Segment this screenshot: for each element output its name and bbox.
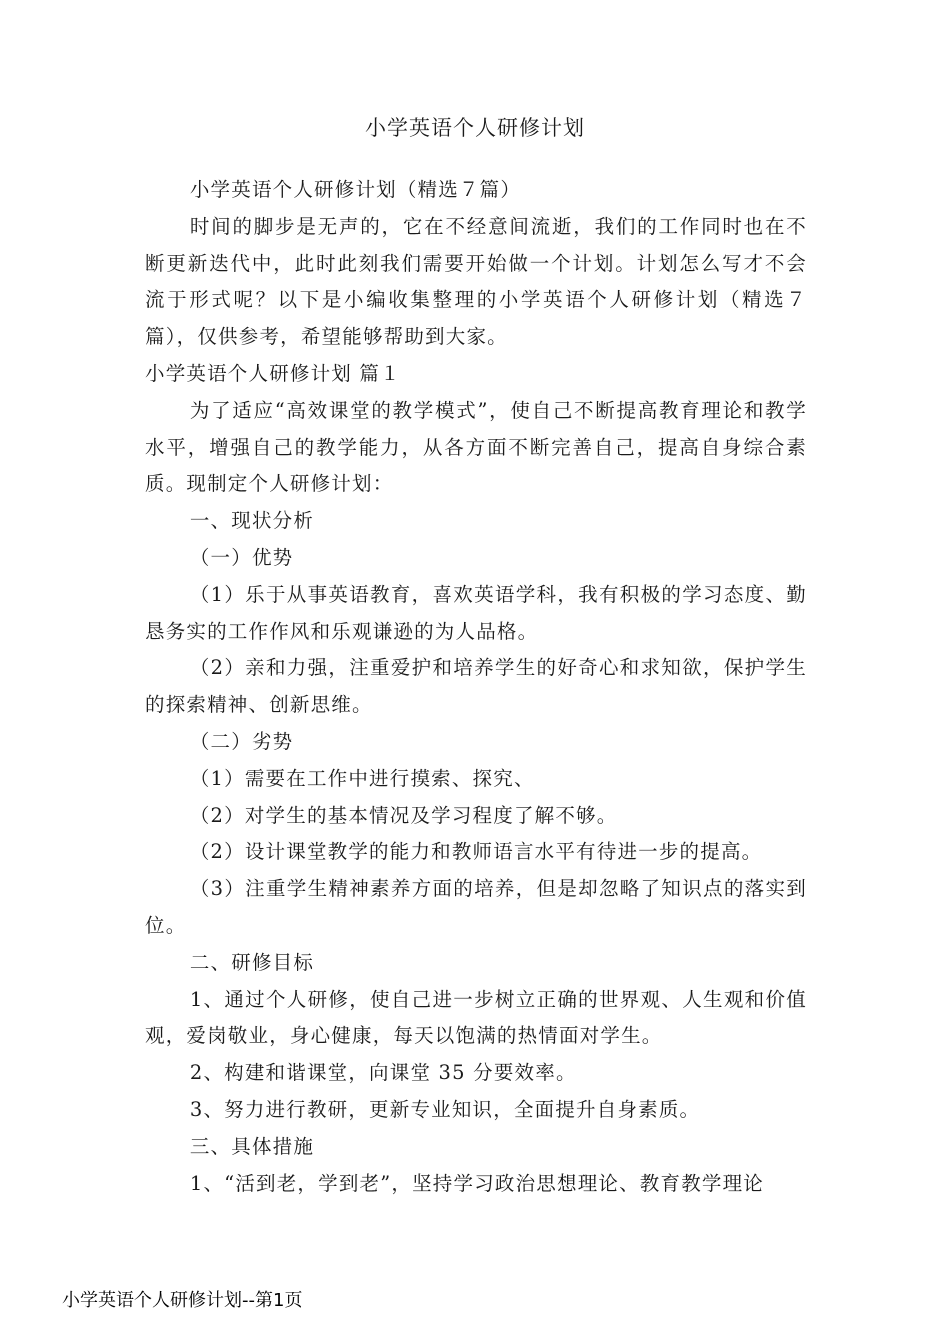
paragraph: （1）需要在工作中进行摸索、探究、 xyxy=(189,766,535,790)
paragraph: 为了适应“高效课堂的教学模式”，使自己不断提高教育理论和教学水平，增强自己的教学能力，从各方面不断完善自己，提高自身综合素质。现制定个人研修计划： xyxy=(145,398,807,496)
document-title: 小学英语个人研修计划 xyxy=(365,116,585,140)
paragraph: （2）设计课堂教学的能力和教师语言水平有待进一步的提高。 xyxy=(189,840,763,864)
paragraph: （1）乐于从事英语教育，喜欢英语学科，我有积极的学习态度、勤恳务实的工作作风和乐观谦逊的为人品格。 xyxy=(145,582,807,643)
paragraph: （二）劣势 xyxy=(189,729,294,753)
paragraph: 三、具体措施 xyxy=(189,1134,315,1158)
paragraph: 3、努力进行教研，更新专业知识，全面提升自身素质。 xyxy=(189,1097,701,1121)
paragraph: 二、研修目标 xyxy=(189,950,315,974)
paragraph: 小学英语个人研修计划（精选７篇） xyxy=(189,178,522,201)
paragraph: 一、现状分析 xyxy=(189,509,315,533)
page-footer: 小学英语个人研修计划--第1页 xyxy=(62,1290,303,1311)
paragraph: 时间的脚步是无声的，它在不经意间流逝，我们的工作同时也在不断更新迭代中，此时此刻我们需要开始做一个计划。计划怎么写才不会流于形式呢？以下是小编收集整理的小学英语个人研修计划（精选７篇），仅供参考，希望能够帮助到大家。 xyxy=(145,214,807,349)
paragraph: （3）注重学生精神素养方面的培养，但是却忽略了知识点的落实到位。 xyxy=(145,877,807,937)
document-body xyxy=(145,172,807,1202)
paragraph: （一）优势 xyxy=(189,545,294,569)
paragraph: 2、构建和谐课堂，向课堂 35 分要效率。 xyxy=(189,1061,577,1085)
paragraph: （2）对学生的基本情况及学习程度了解不够。 xyxy=(189,803,618,827)
paragraph: 1、“活到老，学到老”，坚持学习政治思想理论、教育教学理论 xyxy=(189,1171,764,1195)
paragraph: 小学英语个人研修计划 篇１ xyxy=(145,361,401,385)
paragraph: （2）亲和力强，注重爱护和培养学生的好奇心和求知欲，保护学生的探索精神、创新思维。 xyxy=(145,656,807,717)
paragraph: 1、通过个人研修，使自己进一步树立正确的世界观、人生观和价值观，爱岗敬业，身心健康，每天以饱满的热情面对学生。 xyxy=(145,987,807,1048)
